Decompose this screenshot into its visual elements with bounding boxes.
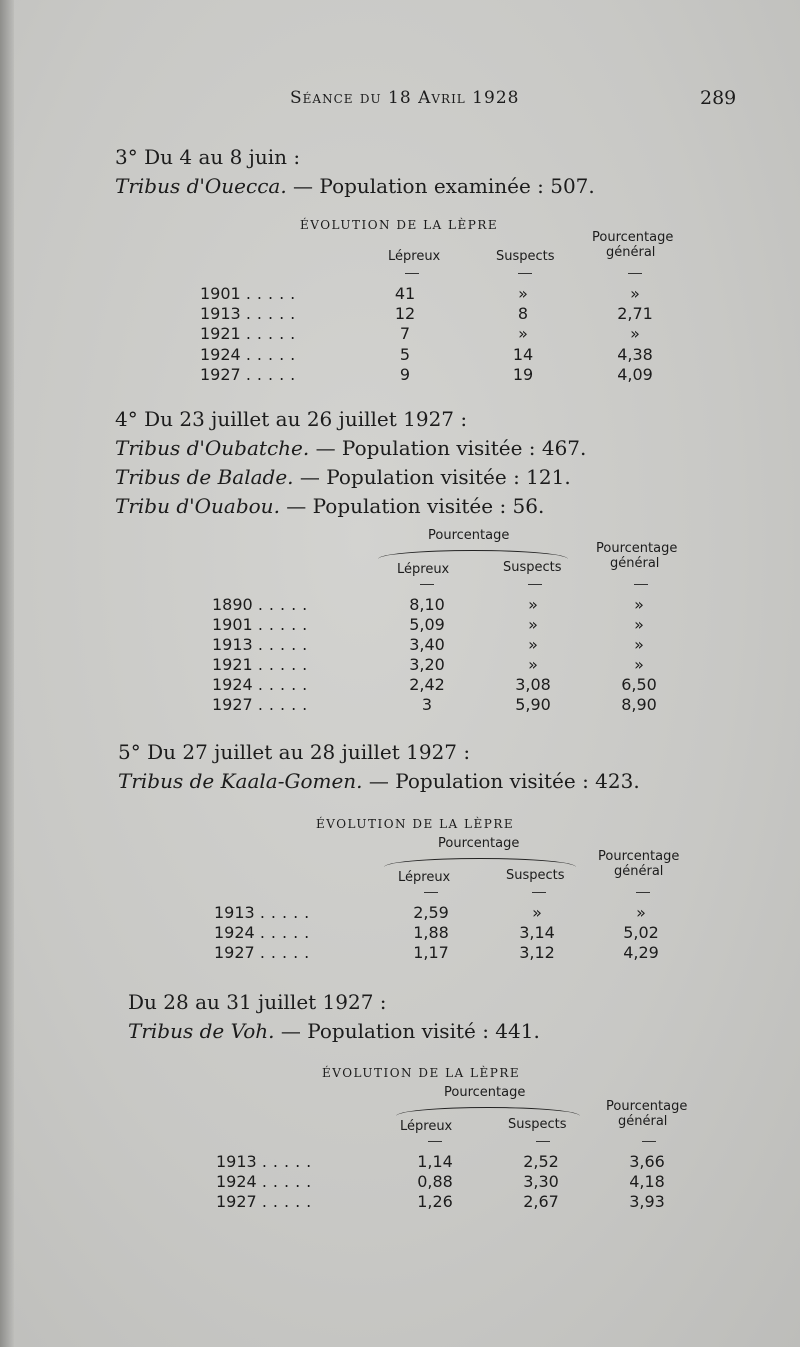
section-3-heading: [115, 143, 595, 201]
row-year: 1913 .....: [216, 1152, 318, 1171]
cell-lepreux: 3,20: [409, 655, 445, 674]
cell-general: »: [634, 655, 644, 674]
header-lepreux: Lépreux: [388, 249, 441, 264]
cell-lepreux: 9: [399, 365, 411, 384]
row-year: 1890 .....: [212, 595, 314, 614]
header-brace: [384, 858, 576, 867]
cell-suspects: 2,52: [523, 1152, 559, 1171]
cell-lepreux: 41: [394, 284, 416, 303]
cell-lepreux: 2,42: [409, 675, 445, 694]
cell-suspects: »: [528, 655, 538, 674]
cell-general: 2,71: [617, 304, 653, 323]
cell-general: »: [630, 284, 640, 303]
header-dash: [424, 892, 438, 893]
section-5-heading: [118, 738, 640, 796]
cell-suspects: »: [528, 595, 538, 614]
section-line: [128, 1017, 540, 1046]
cell-lepreux: 0,88: [417, 1172, 453, 1191]
section-voh-heading: [128, 988, 540, 1046]
cell-general: 4,09: [617, 365, 653, 384]
cell-lepreux: 1,14: [417, 1152, 453, 1171]
header-dash: [636, 892, 650, 893]
row-year: 1901 .....: [200, 284, 302, 303]
cell-general: 4,38: [617, 345, 653, 364]
header-lepreux: Lépreux: [398, 870, 451, 885]
cell-lepreux: 1,88: [413, 923, 449, 942]
cell-suspects: »: [518, 284, 528, 303]
header-suspects: Suspects: [503, 560, 562, 575]
header-dash: [628, 273, 642, 274]
table-caption: ÉVOLUTION DE LA LÈPRE: [316, 817, 515, 831]
cell-general: »: [634, 615, 644, 634]
header-suspects: Suspects: [506, 868, 565, 883]
section-line: [115, 463, 586, 492]
cell-suspects: 14: [512, 345, 534, 364]
header-pourcentage: Pourcentage: [606, 1099, 688, 1114]
cell-lepreux: 1,17: [413, 943, 449, 962]
row-year: 1924 .....: [212, 675, 314, 694]
header-general: général: [618, 1114, 668, 1129]
cell-suspects: 2,67: [523, 1192, 559, 1211]
row-year: 1927 .....: [214, 943, 316, 962]
header-dash: [532, 892, 546, 893]
cell-general: 4,18: [629, 1172, 665, 1191]
section-line: 3° Du 4 au 8 juin :: [115, 145, 301, 169]
section-line: 4° Du 23 juillet au 26 juillet 1927 :: [115, 407, 468, 431]
row-year: 1924 .....: [214, 923, 316, 942]
tribe-name: Tribus d'Ouecca.: [115, 174, 287, 198]
cell-general: »: [634, 595, 644, 614]
cell-general: 8,90: [621, 695, 657, 714]
cell-suspects: 3,14: [519, 923, 555, 942]
cell-suspects: 19: [512, 365, 534, 384]
book-gutter-shadow: [0, 0, 14, 1347]
cell-lepreux: 3: [421, 695, 433, 714]
row-year: 1921 .....: [212, 655, 314, 674]
cell-lepreux: 12: [394, 304, 416, 323]
section-line: [115, 172, 595, 201]
tribe-name: Tribus d'Oubatche.: [115, 436, 310, 460]
header-general: général: [610, 556, 660, 571]
cell-general: 4,29: [623, 943, 659, 962]
population-text: — Population visitée : 56.: [279, 494, 545, 518]
cell-lepreux: 1,26: [417, 1192, 453, 1211]
header-lepreux: Lépreux: [400, 1119, 453, 1134]
population-text: — Population visitée : 467.: [309, 436, 587, 460]
header-pourcentage: Pourcentage: [596, 541, 678, 556]
row-year: 1924 .....: [216, 1172, 318, 1191]
cell-suspects: 8: [517, 304, 529, 323]
table-caption: ÉVOLUTION DE LA LÈPRE: [300, 218, 499, 232]
row-year: 1913 .....: [214, 903, 316, 922]
header-brace: [396, 1107, 580, 1116]
header-pourcentage: Pourcentage: [592, 230, 674, 245]
cell-suspects: 3,12: [519, 943, 555, 962]
header-brace: [378, 550, 568, 559]
page-number: 289: [700, 87, 737, 109]
row-year: 1924 .....: [200, 345, 302, 364]
population-text: — Population visitée : 121.: [293, 465, 571, 489]
header-general: général: [614, 864, 664, 879]
cell-lepreux: 5,09: [409, 615, 445, 634]
header-suspects: Suspects: [496, 249, 555, 264]
cell-suspects: »: [518, 324, 528, 343]
row-year: 1901 .....: [212, 615, 314, 634]
row-year: 1927 .....: [212, 695, 314, 714]
population-text: — Population visitée : 423.: [362, 769, 640, 793]
tribe-name: Tribu d'Ouabou.: [115, 494, 280, 518]
section-line: [115, 492, 586, 521]
header-pourcentage: Pourcentage: [598, 849, 680, 864]
section-4-heading: [115, 405, 586, 521]
header-dash: [405, 273, 419, 274]
header-dash: [642, 1141, 656, 1142]
cell-lepreux: 7: [399, 324, 411, 343]
cell-suspects: »: [528, 615, 538, 634]
row-year: 1921 .....: [200, 324, 302, 343]
section-line: [115, 434, 586, 463]
cell-suspects: 3,30: [523, 1172, 559, 1191]
population-text: — Population visité : 441.: [274, 1019, 540, 1043]
header-dash: [528, 584, 542, 585]
cell-suspects: 5,90: [515, 695, 551, 714]
header-dash: [420, 584, 434, 585]
header-lepreux: Lépreux: [397, 562, 450, 577]
cell-lepreux: 5: [399, 345, 411, 364]
cell-general: »: [630, 324, 640, 343]
header-general: général: [606, 245, 656, 260]
header-suspects: Suspects: [508, 1117, 567, 1132]
cell-general: 3,66: [629, 1152, 665, 1171]
header-group-pourcentage: Pourcentage: [428, 528, 510, 543]
header-dash: [518, 273, 532, 274]
cell-suspects: 3,08: [515, 675, 551, 694]
row-year: 1913 .....: [212, 635, 314, 654]
cell-suspects: »: [528, 635, 538, 654]
section-line: Du 28 au 31 juillet 1927 :: [128, 990, 387, 1014]
cell-suspects: »: [532, 903, 542, 922]
tribe-name: Tribus de Kaala-Gomen.: [118, 769, 363, 793]
table-caption: ÉVOLUTION DE LA LÈPRE: [322, 1066, 521, 1080]
header-dash: [428, 1141, 442, 1142]
cell-lepreux: 8,10: [409, 595, 445, 614]
row-year: 1913 .....: [200, 304, 302, 323]
cell-general: 3,93: [629, 1192, 665, 1211]
running-head: Séance du 18 Avril 1928: [290, 88, 520, 108]
header-group-pourcentage: Pourcentage: [444, 1085, 526, 1100]
header-group-pourcentage: Pourcentage: [438, 836, 520, 851]
cell-general: »: [634, 635, 644, 654]
population-text: — Population examinée : 507.: [286, 174, 595, 198]
cell-general: 5,02: [623, 923, 659, 942]
cell-general: »: [636, 903, 646, 922]
row-year: 1927 .....: [200, 365, 302, 384]
row-year: 1927 .....: [216, 1192, 318, 1211]
cell-general: 6,50: [621, 675, 657, 694]
section-line: 5° Du 27 juillet au 28 juillet 1927 :: [118, 740, 471, 764]
section-line: [118, 767, 640, 796]
tribe-name: Tribus de Voh.: [128, 1019, 275, 1043]
tribe-name: Tribus de Balade.: [115, 465, 294, 489]
cell-lepreux: 3,40: [409, 635, 445, 654]
header-dash: [536, 1141, 550, 1142]
cell-lepreux: 2,59: [413, 903, 449, 922]
header-dash: [634, 584, 648, 585]
